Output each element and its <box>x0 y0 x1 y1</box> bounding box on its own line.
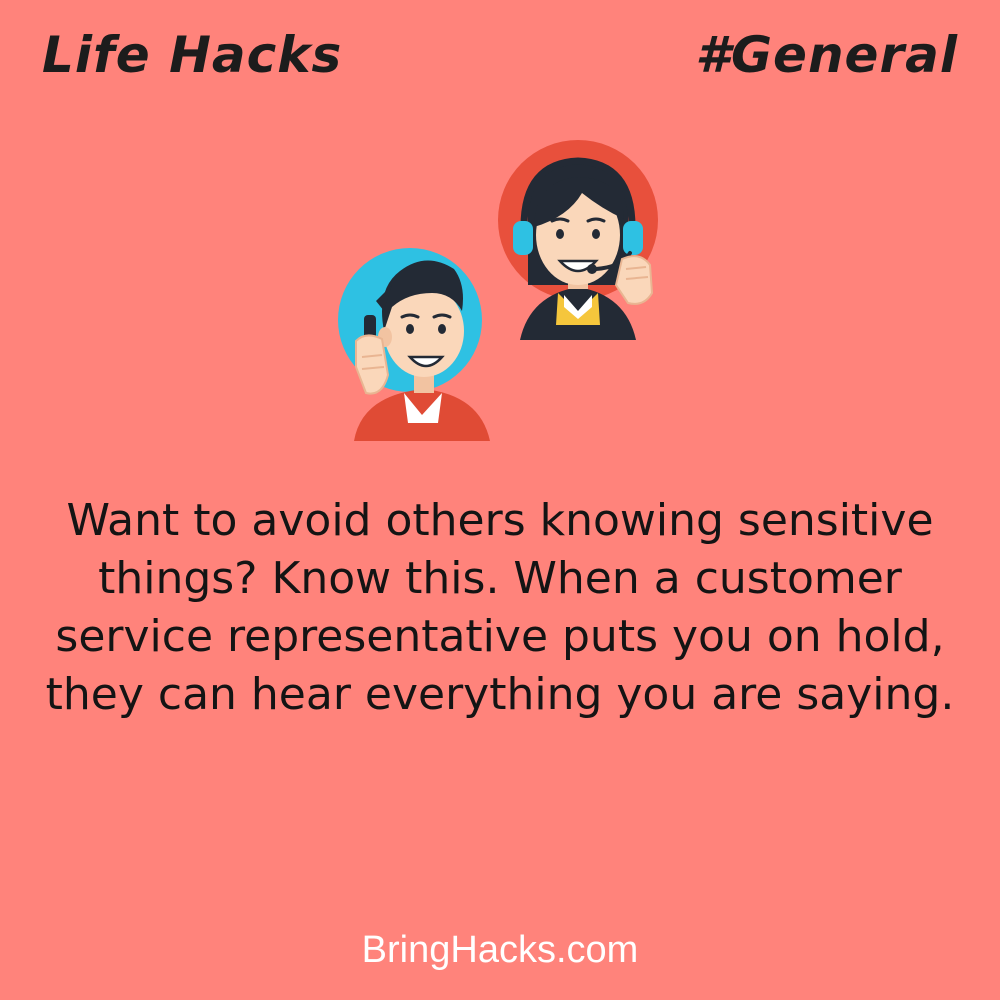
tip-text: Want to avoid others knowing sensitive things? Know this. When a customer service representative puts you on hold, they can hear everything you are saying. <box>45 495 955 720</box>
site-footer: BringHacks.com <box>361 929 639 971</box>
category-tag: #General <box>695 26 958 84</box>
customer-service-call-icon <box>330 135 670 445</box>
caller-figure <box>338 248 490 441</box>
brand-title: Life Hacks <box>42 26 343 84</box>
support-agent-figure <box>498 140 658 340</box>
